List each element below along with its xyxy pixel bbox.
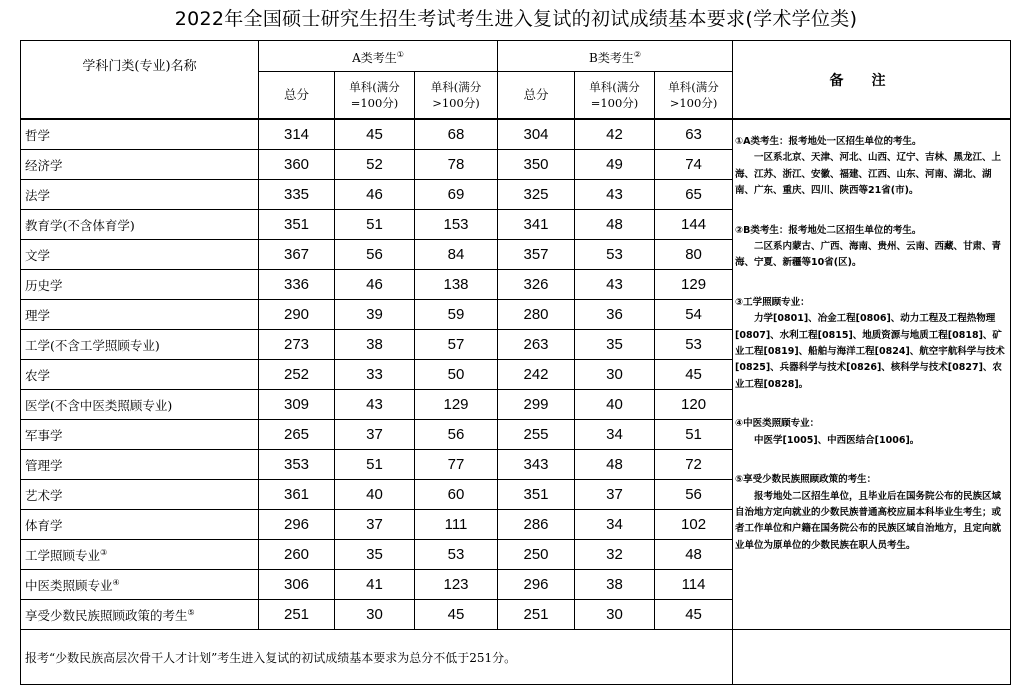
note-4: ④中医类照顾专业： 中医学[1005]、中西医结合[1006]。: [735, 418, 920, 446]
row-b-single-gt100: 65: [655, 180, 733, 210]
row-b-single-100: 48: [575, 450, 655, 480]
row-a-single-gt100: 138: [415, 270, 498, 300]
row-b-total: 326: [498, 270, 575, 300]
header-subject: 学科门类(专业)名称: [21, 41, 259, 120]
row-a-single-100: 39: [335, 300, 415, 330]
row-a-total: 360: [259, 150, 335, 180]
row-a-total: 265: [259, 420, 335, 450]
row-a-total: 251: [259, 600, 335, 630]
row-a-single-100: 51: [335, 210, 415, 240]
row-a-single-gt100: 50: [415, 360, 498, 390]
row-name: 历史学: [21, 270, 259, 300]
row-a-total: 353: [259, 450, 335, 480]
row-b-single-gt100: 74: [655, 150, 733, 180]
row-a-single-gt100: 123: [415, 570, 498, 600]
row-a-single-gt100: 56: [415, 420, 498, 450]
row-b-single-100: 37: [575, 480, 655, 510]
note-3: ③工学照顾专业： 力学[0801]、冶金工程[0806]、动力工程及工程热物理[0807]、水利工程[0815]、地质资源与地质工程[0818]、矿业工程[0819]、船舶与海洋工程[0824]、航空宇航科学与技术[0825]、兵器科学与技术[0826]、核科学与技术[0827]、农业工程[0828]。: [735, 296, 1005, 390]
row-b-single-100: 34: [575, 420, 655, 450]
row-a-total: 314: [259, 119, 335, 150]
row-a-single-gt100: 129: [415, 390, 498, 420]
row-b-single-gt100: 53: [655, 330, 733, 360]
row-b-single-100: 48: [575, 210, 655, 240]
header-remarks: 备注: [733, 41, 1011, 120]
row-a-single-gt100: 78: [415, 150, 498, 180]
row-a-total: 361: [259, 480, 335, 510]
row-name: 医学(不含中医类照顾专业): [21, 390, 259, 420]
row-a-single-100: 41: [335, 570, 415, 600]
row-a-single-100: 43: [335, 390, 415, 420]
row-b-total: 304: [498, 119, 575, 150]
header-group-b: B类考生②: [498, 41, 733, 72]
footnote-row: [21, 630, 1011, 685]
row-b-single-100: 32: [575, 540, 655, 570]
note-5: ⑤享受少数民族照顾政策的考生： 报考地处二区招生单位，且毕业后在国务院公布的民族区域自治地方定向就业的少数民族普通高校应届本科毕业生考生；或者工作单位和户籍在国务院公布的民族区域自治地方，且定向就业单位为原单位的少数民族在职人员考生。: [735, 474, 1002, 551]
row-a-total: 290: [259, 300, 335, 330]
row-b-single-gt100: 45: [655, 600, 733, 630]
row-name: 军事学: [21, 420, 259, 450]
row-b-total: 341: [498, 210, 575, 240]
row-b-total: 250: [498, 540, 575, 570]
table-row: [21, 119, 1011, 150]
row-b-single-100: 43: [575, 270, 655, 300]
row-a-single-gt100: 57: [415, 330, 498, 360]
score-table: [20, 40, 1011, 685]
row-b-total: 343: [498, 450, 575, 480]
row-a-single-100: 52: [335, 150, 415, 180]
header-b-total: 总分: [498, 72, 575, 120]
row-b-single-gt100: 102: [655, 510, 733, 540]
header-b-single-100: 单科(满分=100分): [575, 72, 655, 120]
row-a-single-100: 40: [335, 480, 415, 510]
footnote: 报考“少数民族高层次骨干人才计划”考生进入复试的初试成绩基本要求为总分不低于251分。: [21, 630, 733, 685]
row-name: 农学: [21, 360, 259, 390]
header-a-single-100: 单科(满分=100分): [335, 72, 415, 120]
row-name: 哲学: [21, 119, 259, 150]
row-a-single-gt100: 68: [415, 119, 498, 150]
row-b-single-100: 36: [575, 300, 655, 330]
row-b-single-gt100: 48: [655, 540, 733, 570]
row-name: 管理学: [21, 450, 259, 480]
row-a-single-gt100: 45: [415, 600, 498, 630]
row-a-single-100: 30: [335, 600, 415, 630]
row-b-single-gt100: 129: [655, 270, 733, 300]
row-a-single-gt100: 60: [415, 480, 498, 510]
row-a-single-gt100: 153: [415, 210, 498, 240]
remarks-notes: [733, 119, 1011, 630]
row-a-total: 260: [259, 540, 335, 570]
row-b-total: 325: [498, 180, 575, 210]
row-name: 中医类照顾专业④: [21, 570, 259, 600]
row-b-single-100: 40: [575, 390, 655, 420]
row-a-total: 309: [259, 390, 335, 420]
row-a-single-gt100: 84: [415, 240, 498, 270]
row-b-single-100: 30: [575, 360, 655, 390]
row-a-total: 351: [259, 210, 335, 240]
row-b-single-gt100: 114: [655, 570, 733, 600]
row-b-total: 299: [498, 390, 575, 420]
row-b-total: 251: [498, 600, 575, 630]
row-b-single-100: 42: [575, 119, 655, 150]
row-a-single-100: 45: [335, 119, 415, 150]
row-b-single-100: 49: [575, 150, 655, 180]
row-name: 工学(不含工学照顾专业): [21, 330, 259, 360]
row-a-single-100: 51: [335, 450, 415, 480]
row-b-single-gt100: 144: [655, 210, 733, 240]
row-b-total: 351: [498, 480, 575, 510]
note-1: ①A类考生：报考地处一区招生单位的考生。 一区系北京、天津、河北、山西、辽宁、吉林、黑龙江、上海、江苏、浙江、安徽、福建、江西、山东、河南、湖北、湖南、广东、重庆、四川、陕西等21省(市)。: [735, 136, 1002, 197]
page-title: 2022年全国硕士研究生招生考试考生进入复试的初试成绩基本要求(学术学位类): [174, 8, 858, 30]
row-a-total: 252: [259, 360, 335, 390]
row-a-single-100: 35: [335, 540, 415, 570]
row-b-single-gt100: 56: [655, 480, 733, 510]
row-name: 理学: [21, 300, 259, 330]
row-b-total: 357: [498, 240, 575, 270]
row-name: 艺术学: [21, 480, 259, 510]
header-a-total: 总分: [259, 72, 335, 120]
row-b-single-100: 53: [575, 240, 655, 270]
row-a-single-100: 46: [335, 180, 415, 210]
row-a-total: 296: [259, 510, 335, 540]
row-b-single-gt100: 51: [655, 420, 733, 450]
row-a-single-gt100: 59: [415, 300, 498, 330]
note-2: ②B类考生：报考地处二区招生单位的考生。 二区系内蒙古、广西、海南、贵州、云南、西藏、甘肃、青海、宁夏、新疆等10省(区)。: [735, 224, 1002, 269]
footnote-remarks-cell: [733, 630, 1011, 685]
row-name: 体育学: [21, 510, 259, 540]
row-b-single-gt100: 54: [655, 300, 733, 330]
row-b-total: 286: [498, 510, 575, 540]
row-b-total: 242: [498, 360, 575, 390]
row-a-single-100: 56: [335, 240, 415, 270]
row-a-single-gt100: 69: [415, 180, 498, 210]
row-a-single-100: 46: [335, 270, 415, 300]
row-a-single-100: 38: [335, 330, 415, 360]
row-b-single-gt100: 80: [655, 240, 733, 270]
row-b-single-100: 38: [575, 570, 655, 600]
header-group-a: A类考生①: [259, 41, 498, 72]
row-name: 经济学: [21, 150, 259, 180]
row-b-single-100: 34: [575, 510, 655, 540]
row-name: 文学: [21, 240, 259, 270]
row-b-total: 280: [498, 300, 575, 330]
row-a-single-gt100: 53: [415, 540, 498, 570]
row-b-single-100: 35: [575, 330, 655, 360]
row-a-total: 336: [259, 270, 335, 300]
row-b-single-100: 43: [575, 180, 655, 210]
row-a-single-100: 37: [335, 420, 415, 450]
row-b-total: 350: [498, 150, 575, 180]
row-a-total: 367: [259, 240, 335, 270]
row-b-total: 255: [498, 420, 575, 450]
row-b-single-gt100: 63: [655, 119, 733, 150]
row-a-single-gt100: 77: [415, 450, 498, 480]
row-b-total: 263: [498, 330, 575, 360]
row-name: 法学: [21, 180, 259, 210]
row-a-total: 273: [259, 330, 335, 360]
row-b-single-gt100: 120: [655, 390, 733, 420]
row-name: 工学照顾专业③: [21, 540, 259, 570]
header-b-single-gt100: 单科(满分>100分): [655, 72, 733, 120]
header-a-single-gt100: 单科(满分>100分): [415, 72, 498, 120]
row-name: 教育学(不含体育学): [21, 210, 259, 240]
row-a-single-100: 37: [335, 510, 415, 540]
row-b-single-gt100: 72: [655, 450, 733, 480]
row-b-single-100: 30: [575, 600, 655, 630]
row-b-single-gt100: 45: [655, 360, 733, 390]
row-a-single-100: 33: [335, 360, 415, 390]
row-a-single-gt100: 111: [415, 510, 498, 540]
row-b-total: 296: [498, 570, 575, 600]
row-name: 享受少数民族照顾政策的考生⑤: [21, 600, 259, 630]
row-a-total: 335: [259, 180, 335, 210]
row-a-total: 306: [259, 570, 335, 600]
